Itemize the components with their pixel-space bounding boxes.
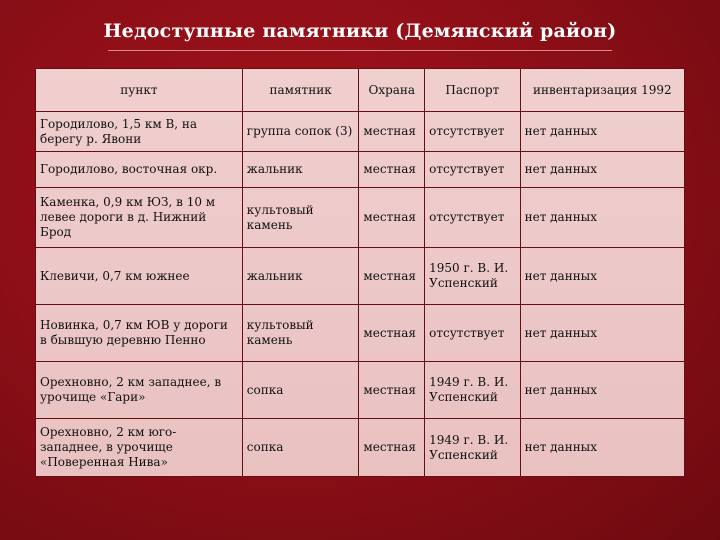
cell-passport: отсутствует xyxy=(425,305,520,362)
table-row xyxy=(36,112,685,152)
cell-monument: культовый камень xyxy=(242,305,359,362)
table-row xyxy=(36,248,685,305)
cell-point: Городилово, восточная окр. xyxy=(36,152,243,188)
header-passport: Паспорт xyxy=(425,69,520,112)
cell-protection: местная xyxy=(359,305,425,362)
header-protection: Охрана xyxy=(359,69,425,112)
cell-point: Новинка, 0,7 км ЮВ у дороги в бывшую деревню Пенно xyxy=(36,305,243,362)
table-header-row xyxy=(36,69,685,112)
title-divider xyxy=(108,50,612,51)
cell-passport: 1949 г. В. И. Успенский xyxy=(425,419,520,477)
cell-inventory: нет данных xyxy=(520,305,684,362)
table-row xyxy=(36,419,685,477)
cell-protection: местная xyxy=(359,188,425,248)
table-row xyxy=(36,152,685,188)
cell-passport: отсутствует xyxy=(425,188,520,248)
cell-monument: группа сопок (3) xyxy=(242,112,359,152)
monuments-table xyxy=(35,68,685,477)
cell-inventory: нет данных xyxy=(520,248,684,305)
cell-protection: местная xyxy=(359,112,425,152)
cell-inventory: нет данных xyxy=(520,188,684,248)
header-point: пункт xyxy=(36,69,243,112)
header-monument: памятник xyxy=(242,69,359,112)
cell-passport: отсутствует xyxy=(425,112,520,152)
cell-point: Орехновно, 2 км юго-западнее, в урочище «Поверенная Нива» xyxy=(36,419,243,477)
cell-protection: местная xyxy=(359,419,425,477)
cell-point: Каменка, 0,9 км ЮЗ, в 10 м левее дороги в д. Нижний Брод xyxy=(36,188,243,248)
slide-title: Недоступные памятники (Демянский район) xyxy=(103,20,617,42)
cell-protection: местная xyxy=(359,248,425,305)
cell-monument: культовый камень xyxy=(242,188,359,248)
cell-inventory: нет данных xyxy=(520,419,684,477)
cell-protection: местная xyxy=(359,152,425,188)
cell-protection: местная xyxy=(359,362,425,419)
cell-inventory: нет данных xyxy=(520,112,684,152)
cell-point: Клевичи, 0,7 км южнее xyxy=(36,248,243,305)
cell-inventory: нет данных xyxy=(520,152,684,188)
cell-point: Орехновно, 2 км западнее, в урочище «Гари» xyxy=(36,362,243,419)
cell-monument: жальник xyxy=(242,248,359,305)
cell-passport: 1950 г. В. И. Успенский xyxy=(425,248,520,305)
table-row xyxy=(36,362,685,419)
cell-point: Городилово, 1,5 км В, на берегу р. Явони xyxy=(36,112,243,152)
header-inventory: инвентаризация 1992 xyxy=(520,69,684,112)
cell-monument: сопка xyxy=(242,419,359,477)
table-row xyxy=(36,305,685,362)
cell-passport: отсутствует xyxy=(425,152,520,188)
table-row xyxy=(36,188,685,248)
cell-monument: жальник xyxy=(242,152,359,188)
cell-passport: 1949 г. В. И. Успенский xyxy=(425,362,520,419)
cell-monument: сопка xyxy=(242,362,359,419)
cell-inventory: нет данных xyxy=(520,362,684,419)
